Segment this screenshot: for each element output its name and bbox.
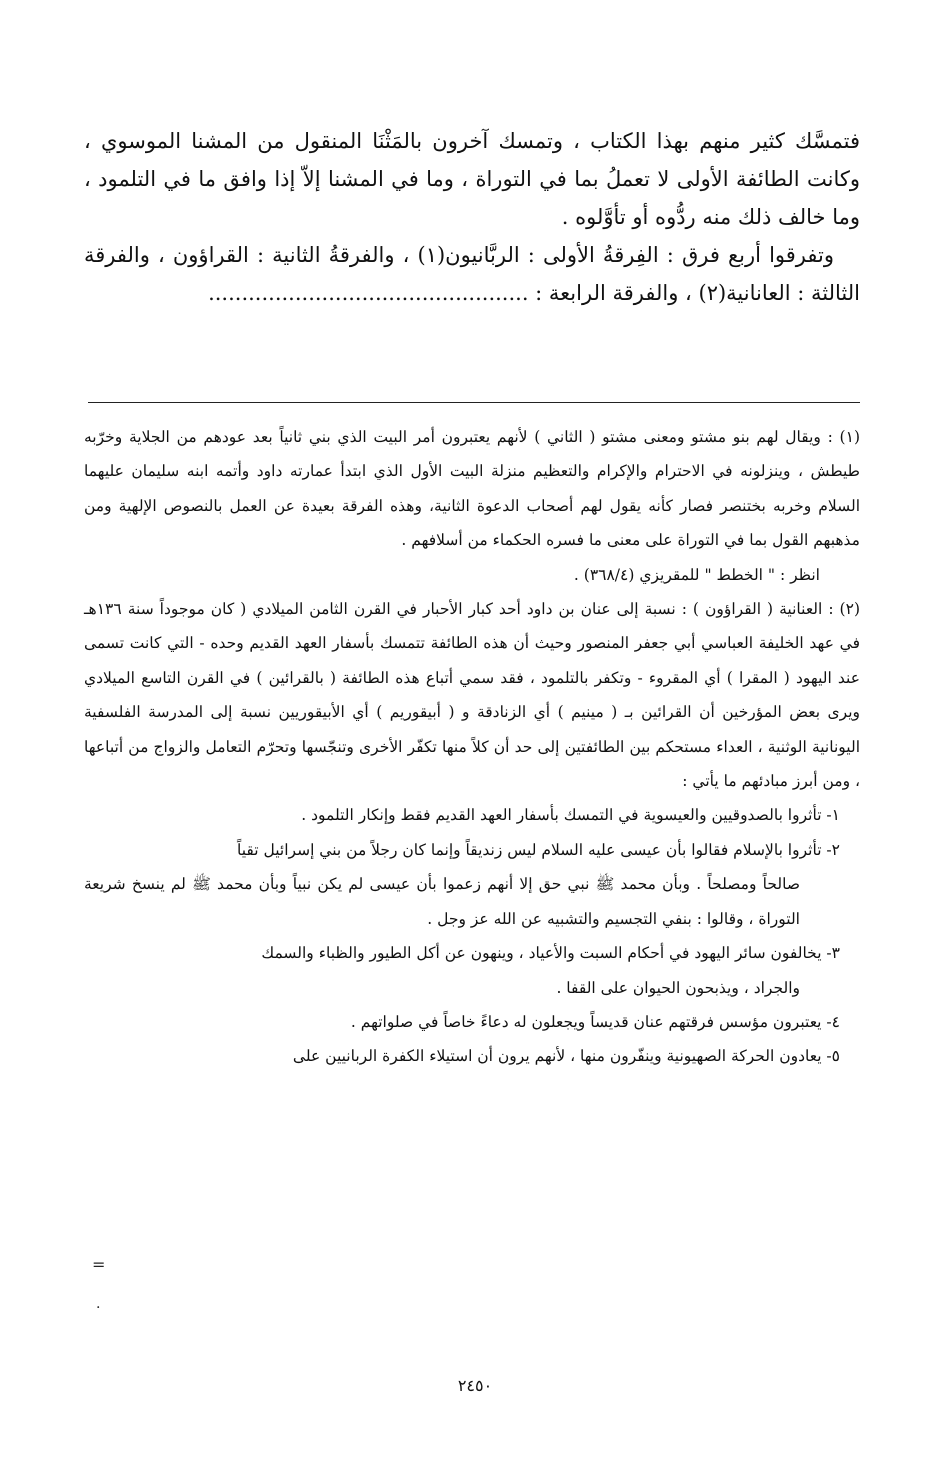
footnote-2-item-3: ٣- يخالفون سائر اليهود في أحكام السبت والأعياد ، وينهون عن أكل الطيور والظباء والسمك bbox=[261, 944, 840, 963]
footnote-2-item-4: ٤- يعتبرون مؤسس فرقتهم عنان قديساً ويجعلون له دعاءً خاصاً في صلواتهم . bbox=[350, 1012, 840, 1031]
footnote-1: (١) : ويقال لهم بنو مشتو ومعنى مشتو ( الثاني ) لأنهم يعتبرون أمر البيت الذي بني ثانياً بعد عودهم من الجلاية وخرّبه طيطش ، وينزلونه في الاحترام والإكرام والتعظيم منزلة البيت الأول الذي ابتدأ عمارته داود وأتمه ابنه سليمان عليهما السلام وخربه بختنصر فصار كأنه يقول لهم أصحاب الدعوة الثانية، وهذه الفرقة بعيدة عن العمل بالنصوص الإلهية ومن مذهبهم القول بما في التوراة على معنى ما فسره الحكماء من أسلافهم . bbox=[84, 428, 860, 550]
main-paragraph-2: وتفرقوا أربع فرق : الفِرقةُ الأولى : الربَّانيون(١) ، والفرقةُ الثانية : القراؤون ، والفرقة الثالثة : العانانية(٢) ، والفرقة الرابعة : ................................................ bbox=[84, 243, 860, 305]
main-text bbox=[84, 122, 860, 312]
footnote-2: (٢) : العنانية ( القراؤون ) : نسبة إلى عنان بن داود أحد كبار الأحبار في القرن الثامن الميلادي ( كان موجوداً سنة ١٣٦هـ في عهد الخليفة العباسي أبي جعفر المنصور وحيث أن هذه الطائفة تتمسك بأسفار العهد القديم وحده - التي كانت تسمى عند اليهود ( المقرا ) أي المقروء - وتكفر بالتلمود ، فقد سمي أتباع هذه الطائفة ( بالقرائين ) في القرن التاسع الميلادي ويرى بعض المؤرخين أن القرائين بـ ( مينيم ) أي الزنادقة و ( أبيقوريم ) أي الأبيقوريين نسبة إلى المدرسة الفلسفية اليونانية الوثنية ، العداء مستحكم بين الطائفتين إلى حد أن كلاً منها تكفّر الأخرى وتنجّسها وتحرّم التعامل والزواج من أتباعها ، ومن أبرز مبادئهم ما يأتي : bbox=[84, 600, 860, 791]
main-paragraph-1: فتمسَّك كثير منهم بهذا الكتاب ، وتمسك آخرون بالمَثْنَا المنقول من المشنا الموسوي ، وكانت الطائفة الأولى لا تعملُ بما في التوراة ، وما في المشنا إلاّ إذا وافق ما في التلمود ، وما خالف ذلك منه ردُّوه أو تأوَّلوه . bbox=[84, 129, 860, 229]
footnote-2-item-5: ٥- يعادون الحركة الصهيونية وينفّرون منها ، لأنهم يرون أن استيلاء الكفرة الربانيين على bbox=[292, 1047, 840, 1066]
footnote-2-item-2-cont: صالحاً ومصلحاً . وبأن محمد ﷺ نبي حق إلا أنهم زعموا بأن عيسى لم يكن نبياً وبأن محمد ﷺ لم ينسخ شريعة التوراة ، وقالوا : بنفي التجسيم والتشبيه عن الله عز وجل . bbox=[84, 875, 800, 928]
stray-dot: . bbox=[96, 1296, 101, 1312]
footnote-2-item-1: ١- تأثروا بالصدوقيين والعيسوية في التمسك بأسفار العهد القديم فقط وإنكار التلمود . bbox=[301, 806, 840, 825]
footnote-2-item-2: ٢- تأثروا بالإسلام فقالوا بأن عيسى عليه السلام ليس زنديقاً وإنما كان رجلاً من بني إسرائيل تقياً bbox=[237, 840, 840, 859]
footnote-1-source: انظر : " الخطط " للمقريزي (٣٦٨/٤) . bbox=[573, 565, 820, 584]
footnote-separator bbox=[88, 402, 860, 403]
footnotes bbox=[84, 420, 860, 1074]
continuation-mark: = bbox=[92, 1255, 106, 1274]
footnote-2-item-3-cont: والجراد ، ويذبحون الحيوان على القفا . bbox=[556, 978, 800, 997]
page-number: ٢٤٥٠ bbox=[457, 1376, 493, 1395]
